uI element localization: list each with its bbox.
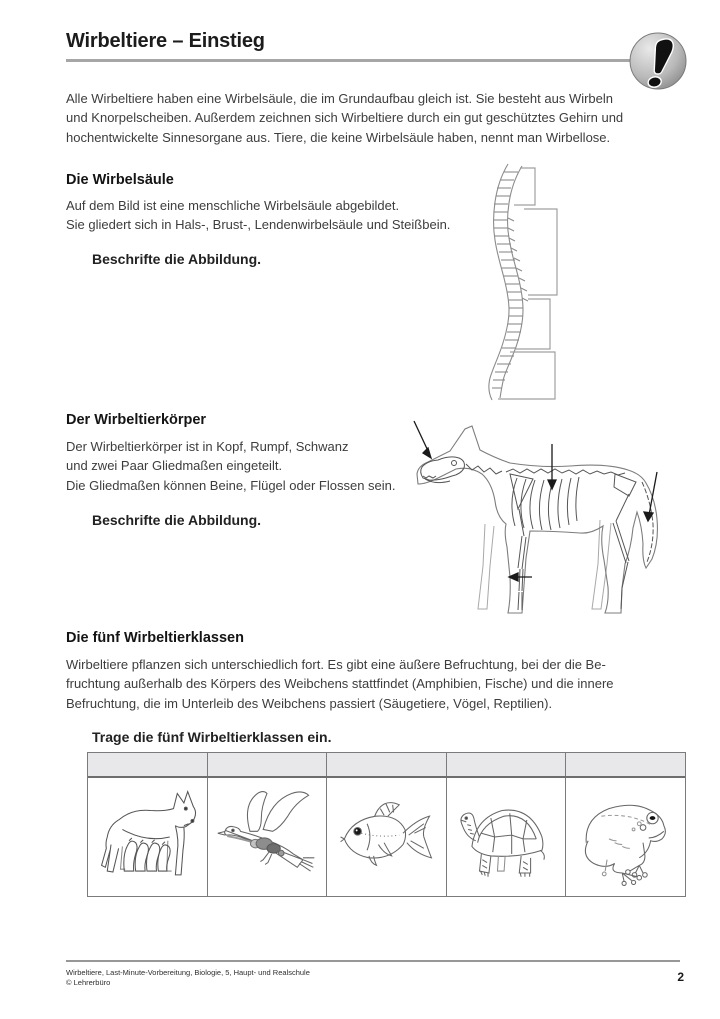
spine-paragraph bbox=[66, 196, 450, 235]
spine-line: Sie gliedert sich in Hals-, Brust-, Lendenwirbelsäule und Steißbein. bbox=[66, 217, 451, 233]
figure-arrows bbox=[414, 421, 657, 581]
goldfish-illustration bbox=[333, 783, 439, 891]
classes-paragraph bbox=[66, 655, 614, 713]
table-header-cell-blank bbox=[327, 753, 447, 776]
body-line: Die Gliedmaßen können Beine, Flügel oder Flossen sein. bbox=[66, 477, 396, 493]
flying-dove-illustration bbox=[214, 783, 320, 891]
page-title: Wirbeltiere – Einstieg bbox=[66, 30, 265, 52]
classes-line: Befruchtung, die im Unterleib des Weibchens passiert (Säugetiere, Vögel, Reptilien). bbox=[66, 695, 553, 711]
table-header-cell-blank bbox=[88, 753, 208, 776]
task-beschrifte-spine: Beschrifte die Abbildung. bbox=[92, 251, 262, 267]
intro-line: Alle Wirbeltiere haben eine Wirbelsäule, die im Grundaufbau gleich ist. Sie besteht aus Wirbeln bbox=[66, 91, 614, 106]
section-heading-wirbeltierkoerper: Der Wirbeltierkörper bbox=[66, 412, 207, 428]
table-header-cell-blank bbox=[208, 753, 328, 776]
table-cell-amphibian bbox=[566, 778, 685, 896]
exclamation-badge-icon bbox=[628, 30, 688, 92]
footer-line-1: Wirbeltiere, Last-Minute-Vorbereitung, Biologie, 5, Haupt- und Realschule bbox=[66, 968, 310, 977]
intro-line: hochentwickelte Sinnesorgane aus. Tiere, die keine Wirbelsäule haben, nennt man Wirbellose. bbox=[66, 129, 611, 145]
table-cell-fish bbox=[327, 778, 447, 896]
table-cell-reptile bbox=[447, 778, 567, 896]
human-spine-figure bbox=[478, 158, 568, 404]
footer-line-2: © Lehrerbüro bbox=[66, 978, 111, 987]
tree-frog-illustration bbox=[573, 783, 679, 891]
task-beschrifte-body: Beschrifte die Abbildung. bbox=[92, 512, 262, 528]
wirbeltierklassen-table bbox=[87, 752, 686, 897]
dog-skeleton-figure bbox=[410, 416, 702, 631]
body-line: Der Wirbeltierkörper ist in Kopf, Rumpf, Schwanz bbox=[66, 439, 349, 454]
classes-line: fruchtung außerhalb des Körpers des Weibchens stattfindet (Amphibien, Fische) und die innere bbox=[66, 676, 614, 692]
table-image-row bbox=[88, 778, 685, 896]
body-paragraph bbox=[66, 437, 396, 495]
table-header-row bbox=[88, 753, 685, 778]
dog-with-puppies-illustration bbox=[94, 783, 200, 891]
table-header-cell-blank bbox=[447, 753, 567, 776]
footer-text bbox=[66, 968, 310, 988]
spine-line: Auf dem Bild ist eine menschliche Wirbelsäule abgebildet. bbox=[66, 198, 400, 213]
title-underline bbox=[66, 59, 633, 62]
footer-divider bbox=[66, 960, 680, 962]
intro-line: und Knorpelscheiben. Außerdem zeichnen sich Wirbeltiere durch ein gut geschütztes Gehirn und bbox=[66, 110, 624, 126]
table-cell-mammal bbox=[88, 778, 208, 896]
body-line: und zwei Paar Gliedmaßen eingeteilt. bbox=[66, 458, 283, 474]
classes-line: Wirbeltiere pflanzen sich unterschiedlich fort. Es gibt eine äußere Befruchtung, bei der die Be- bbox=[66, 657, 606, 672]
section-heading-wirbeltierklassen: Die fünf Wirbeltierklassen bbox=[66, 630, 244, 646]
page-number: 2 bbox=[677, 970, 684, 984]
table-cell-bird bbox=[208, 778, 328, 896]
task-trage-klassen: Trage die fünf Wirbeltierklassen ein. bbox=[92, 729, 332, 745]
intro-paragraph bbox=[66, 89, 623, 147]
tortoise-illustration bbox=[453, 783, 559, 891]
section-heading-wirbelsaeule: Die Wirbelsäule bbox=[66, 172, 174, 188]
table-header-cell-blank bbox=[566, 753, 685, 776]
